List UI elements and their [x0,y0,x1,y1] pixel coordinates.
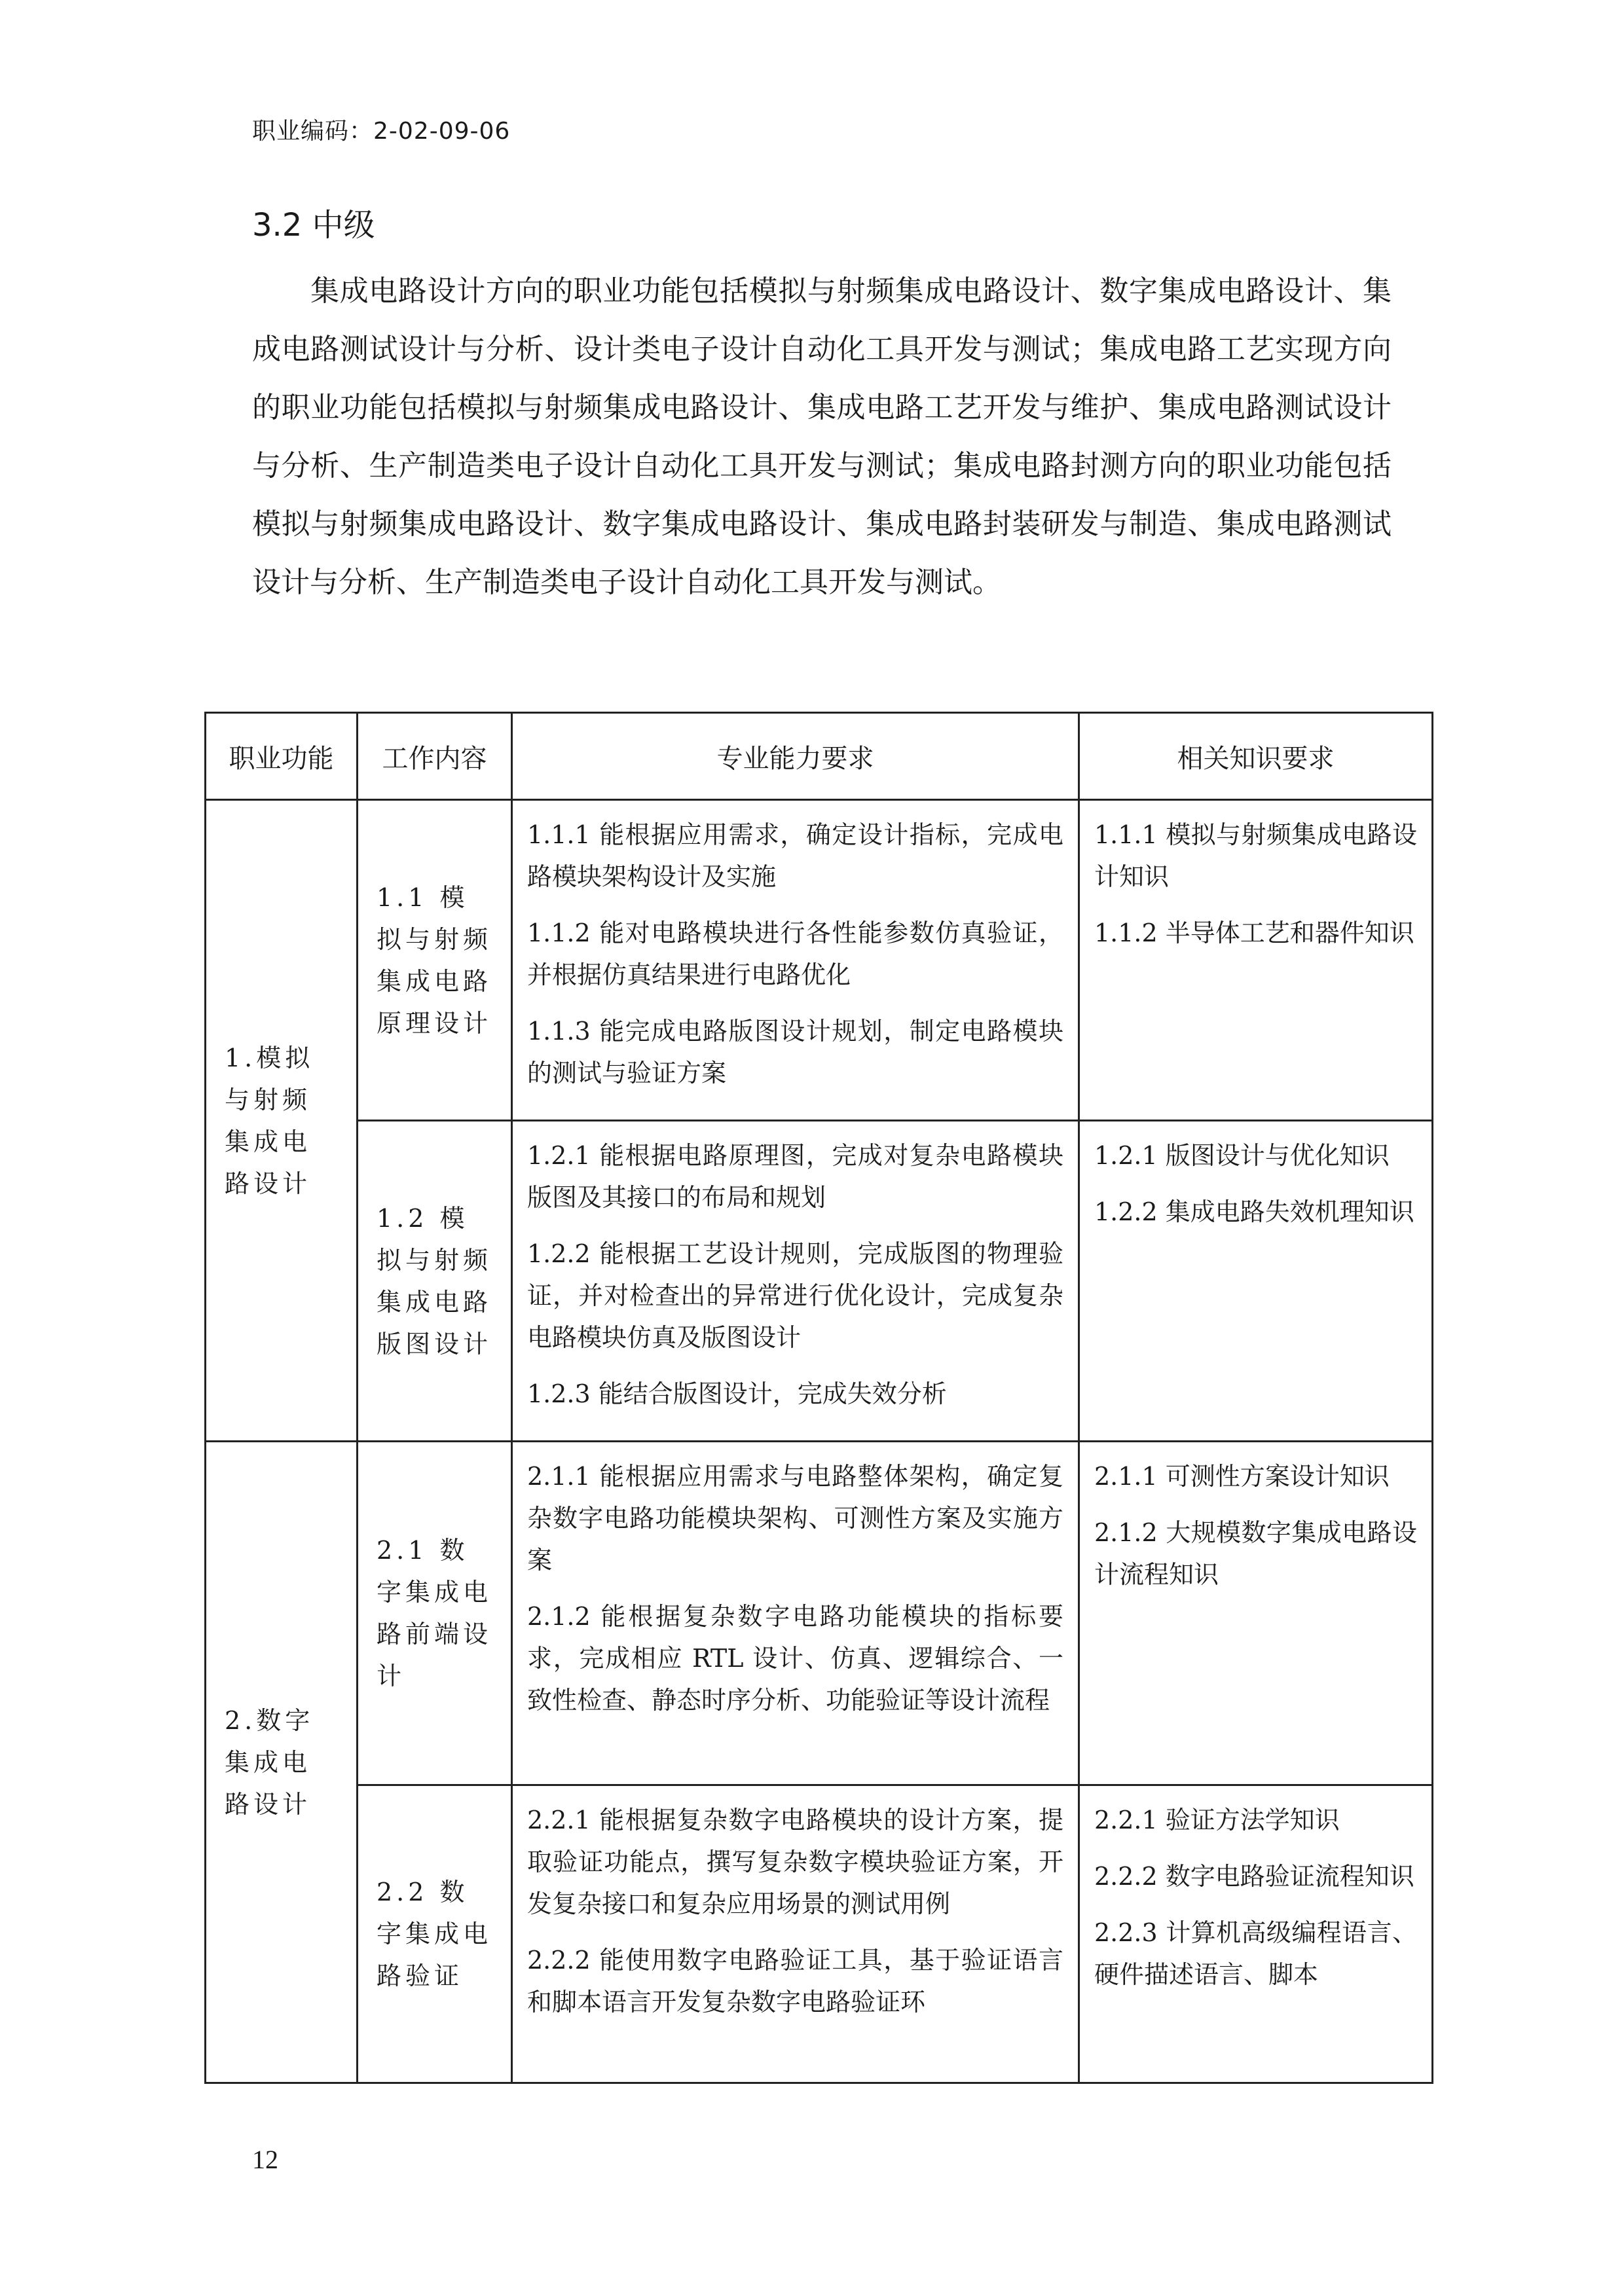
page-number: 12 [252,2145,278,2174]
knowledge-item: 1.2.2 集成电路失效机理知识 [1094,1197,1414,1226]
knowledge-item: 1.1.2 半导体工艺和器件知识 [1094,919,1414,947]
skill-item: 2.2.1 能根据复杂数字电路模块的设计方案，提取验证功能点，撰写复杂数字模块验证方案，开发复杂接口和复杂应用场景的测试用例 [527,1806,1063,1918]
knowledge-item: 1.2.1 版图设计与优化知识 [1094,1141,1390,1170]
table-row [206,1785,1433,2083]
content-cell: 2.2 数字集成电路验证 [358,1785,512,2083]
header-knowledge: 相关知识要求 [1079,713,1433,800]
requirements-table [204,712,1433,2084]
skills-cell [512,1121,1079,1442]
table-row [206,1442,1433,1785]
knowledge-item: 2.1.2 大规模数字集成电路设计流程知识 [1094,1518,1417,1589]
skill-item: 1.1.3 能完成电路版图设计规划，制定电路模块的测试与验证方案 [527,1017,1063,1087]
table-row [206,800,1433,1121]
knowledge-item: 2.2.1 验证方法学知识 [1094,1806,1340,1834]
content-cell: 1.2 模拟与射频集成电路版图设计 [358,1121,512,1442]
skills-cell [512,1442,1079,1785]
header-skills: 专业能力要求 [512,713,1079,800]
function-cell: 2.数字集成电路设计 [206,1442,358,2083]
skill-item: 1.2.1 能根据电路原理图，完成对复杂电路模块版图及其接口的布局和规划 [527,1141,1063,1212]
content-cell: 1.1 模拟与射频集成电路原理设计 [358,800,512,1121]
skills-cell [512,1785,1079,2083]
skills-cell [512,800,1079,1121]
skill-item: 1.1.2 能对电路模块进行各性能参数仿真验证，并根据仿真结果进行电路优化 [527,919,1063,989]
knowledge-item: 1.1.1 模拟与射频集成电路设计知识 [1094,820,1417,891]
skill-item: 1.2.3 能结合版图设计，完成失效分析 [527,1379,947,1408]
knowledge-item: 2.2.2 数字电路验证流程知识 [1094,1862,1414,1891]
function-cell: 1.模拟与射频集成电路设计 [206,800,358,1442]
table-header-row [206,713,1433,800]
knowledge-cell [1079,1121,1433,1442]
skill-item: 2.1.2 能根据复杂数字电路功能模块的指标要求，完成相应 RTL 设计、仿真、逻辑综合、一致性检查、静态时序分析、功能验证等设计流程 [527,1602,1063,1715]
knowledge-cell [1079,1442,1433,1785]
skill-item: 2.1.1 能根据应用需求与电路整体架构，确定复杂数字电路功能模块架构、可测性方案及实施方案 [527,1462,1063,1575]
section-title: 3.2 中级 [252,207,375,244]
skill-item: 2.2.2 能使用数字电路验证工具，基于验证语言和脚本语言开发复杂数字电路验证环 [527,1946,1063,2016]
intro-paragraph: 集成电路设计方向的职业功能包括模拟与射频集成电路设计、数字集成电路设计、集成电路测试设计与分析、设计类电子设计自动化工具开发与测试；集成电路工艺实现方向的职业功能包括模拟与射频集成电路设计、集成电路工艺开发与维护、集成电路测试设计与分析、生产制造类电子设计自动化工具开发与测试；集成电路封测方向的职业功能包括模拟与射频集成电路设计、数字集成电路设计、集成电路封装研发与制造、集成电路测试设计与分析、生产制造类电子设计自动化工具开发与测试。 [252,274,1392,599]
knowledge-item: 2.1.1 可测性方案设计知识 [1094,1462,1390,1491]
header-function: 职业功能 [206,713,358,800]
skill-item: 1.1.1 能根据应用需求，确定设计指标，完成电路模块架构设计及实施 [527,820,1063,891]
skill-item: 1.2.2 能根据工艺设计规则，完成版图的物理验证，并对检查出的异常进行优化设计，完成复杂电路模块仿真及版图设计 [527,1239,1063,1352]
knowledge-item: 2.2.3 计算机高级编程语言、硬件描述语言、脚本 [1094,1918,1417,1989]
content-cell: 2.1 数字集成电路前端设计 [358,1442,512,1785]
knowledge-cell [1079,1785,1433,2083]
occupation-code: 职业编码：2-02-09-06 [252,118,511,145]
table-row [206,1121,1433,1442]
header-content: 工作内容 [358,713,512,800]
knowledge-cell [1079,800,1433,1121]
